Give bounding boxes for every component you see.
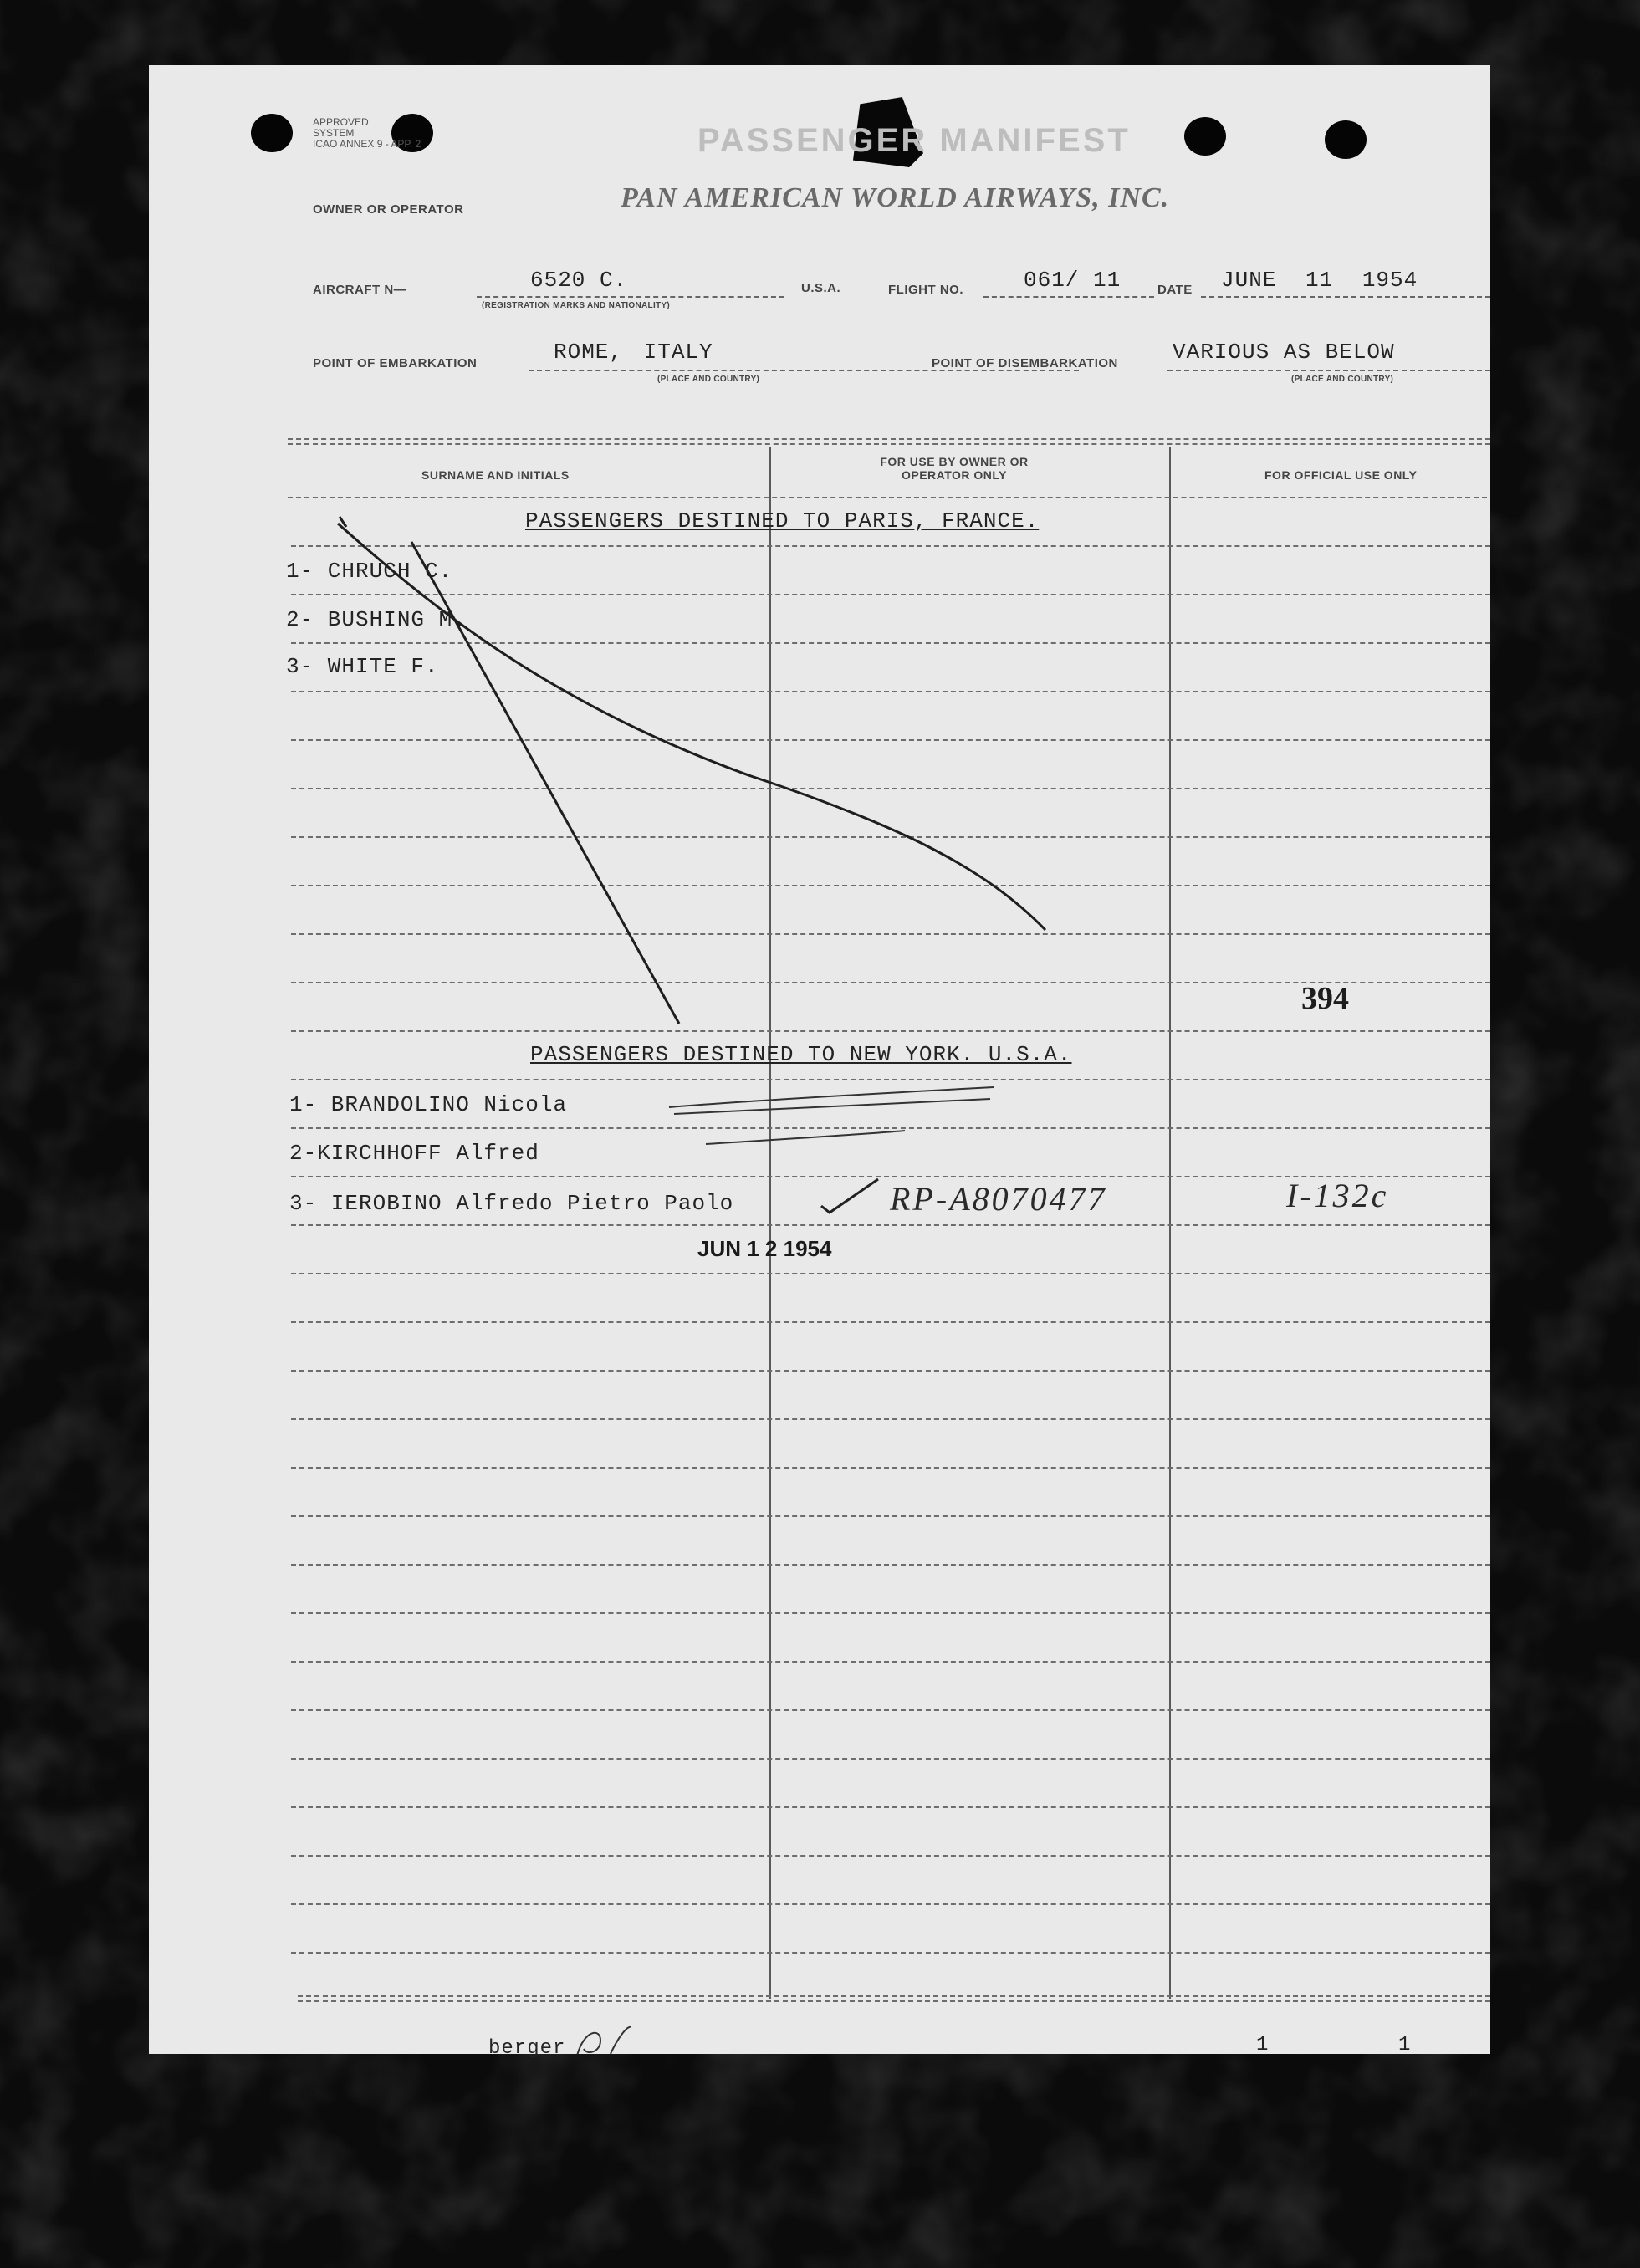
column-header-official-use: FOR OFFICIAL USE ONLY xyxy=(1264,468,1418,482)
disembark-value: VARIOUS AS BELOW xyxy=(1173,340,1395,365)
embark-value: ROME, ITALY xyxy=(554,340,713,365)
passenger-row: 2-KIRCHHOFF Alfred xyxy=(289,1141,539,1166)
footer-page-number: 1 xyxy=(1256,2034,1270,2056)
passenger-row: 3- WHITE F. xyxy=(286,654,439,679)
embark-label: POINT OF EMBARKATION xyxy=(313,356,478,370)
date-stamp: JUN 1 2 1954 xyxy=(697,1236,832,1261)
cancel-stroke xyxy=(411,542,679,1024)
pen-underline xyxy=(669,1087,994,1107)
form-title: PASSENGER MANIFEST xyxy=(697,122,1131,159)
signature-stroke xyxy=(577,2027,631,2054)
registration-sub: (REGISTRATION MARKS AND NATIONALITY) xyxy=(482,301,671,310)
official-number: 394 xyxy=(1301,981,1349,1016)
owner-value: PAN AMERICAN WORLD AIRWAYS, INC. xyxy=(621,182,1170,213)
handwritten-reference: RP-A8070477 xyxy=(890,1180,1107,1218)
section-heading-paris: PASSENGERS DESTINED TO PARIS, FRANCE. xyxy=(525,508,1040,534)
aircraft-value: 6520 C. xyxy=(530,268,628,293)
pen-strokes xyxy=(149,65,1490,2054)
owner-label: OWNER OR OPERATOR xyxy=(313,202,464,217)
passenger-row: 3- IEROBINO Alfredo Pietro Paolo xyxy=(289,1191,734,1216)
date-value: JUNE 11 1954 xyxy=(1221,268,1418,293)
usa-label: U.S.A. xyxy=(801,281,841,295)
column-header-owner-use: FOR USE BY OWNER OR OPERATOR ONLY xyxy=(880,455,1029,482)
date-label: DATE xyxy=(1157,283,1193,297)
manifest-document xyxy=(149,65,1490,2060)
section-heading-new-york: PASSENGERS DESTINED TO NEW YORK. U.S.A. xyxy=(530,1042,1072,1067)
approval-note: APPROVED SYSTEM ICAO ANNEX 9 - APP. 2 xyxy=(313,116,421,150)
footer-left: berger xyxy=(488,2037,566,2060)
cancel-stroke xyxy=(338,524,1045,930)
disembark-sub: (PLACE AND COUNTRY) xyxy=(1291,375,1394,384)
embark-sub: (PLACE AND COUNTRY) xyxy=(657,375,760,384)
disembark-label: POINT OF DISEMBARKATION xyxy=(932,356,1118,370)
checkmark xyxy=(821,1179,878,1213)
pen-underline xyxy=(706,1131,905,1144)
passenger-row: 1- BRANDOLINO Nicola xyxy=(289,1092,568,1117)
pen-underline xyxy=(674,1099,990,1114)
handwritten-official-code: I-132c xyxy=(1286,1177,1389,1214)
flight-value: 061/ 11 xyxy=(1024,268,1121,293)
flight-label: FLIGHT NO. xyxy=(888,283,963,297)
passenger-row: 2- BUSHING M. xyxy=(286,607,467,632)
footer-page-number: 1 xyxy=(1398,2034,1412,2056)
column-header-surname: SURNAME AND INITIALS xyxy=(421,468,570,482)
aircraft-label: AIRCRAFT N— xyxy=(313,283,407,297)
passenger-row: 1- CHRUCH C. xyxy=(286,559,453,584)
